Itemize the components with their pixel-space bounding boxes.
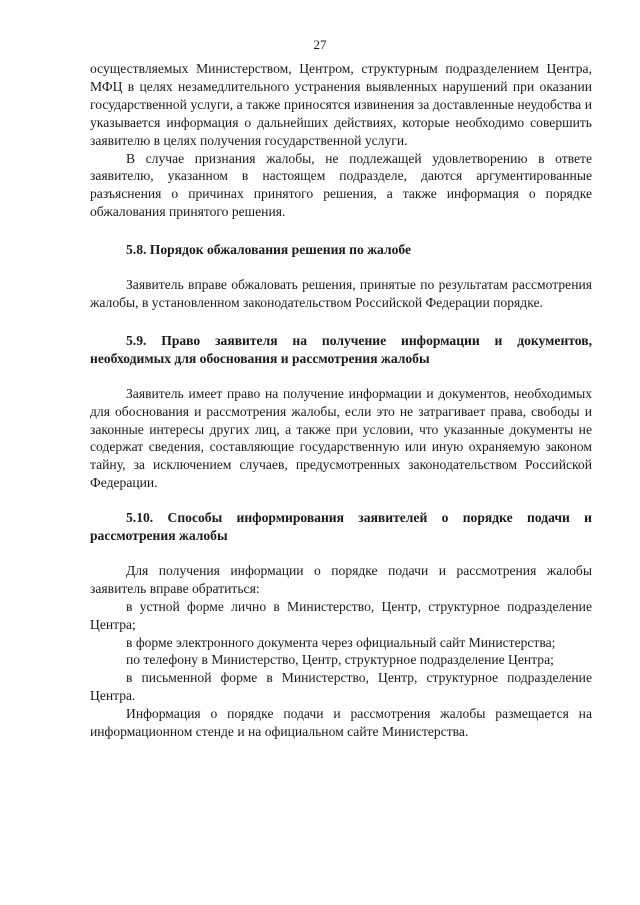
section-intro-5-10: Для получения информации о порядке подачи и рассмотрения жалобы заявитель вправе обратиться: (90, 562, 592, 596)
section-closing-5-10: Информация о порядке подачи и рассмотрения жалобы размещается на информационном стенде и на официальном сайте Министерства. (90, 706, 592, 740)
section-text-5-9: Заявитель имеет право на получение информации и документов, необходимых для обоснования и рассмотрения жалобы, если это не затрагивает права, свободы и законные интересы других лиц, а также при условии, что указанные документы не содержат сведения, составляющие государственную или иную охраняемую законом тайну, за исключением случаев, предусмотренных законодательством Российской Федерации. (90, 385, 592, 491)
section-heading-5-8: 5.8. Порядок обжалования решения по жалобе (126, 242, 412, 258)
list-item: в форме электронного документа через официальный сайт Министерства; (126, 634, 556, 650)
paragraph-continuation: осуществляемых Министерством, Центром, структурным подразделением Центра, МФЦ в целях незамедлительного устранения выявленных нарушений при оказании государственной услуги, а также приносятся извинения за доставленные неудобства и указывается информация о дальнейших действиях, которые необходимо совершить заявителю в целях получения государственной услуги. (90, 61, 592, 148)
list-item: в устной форме лично в Министерство, Центр, структурное подразделение Центра; (90, 598, 592, 632)
page-number: 27 (313, 37, 327, 52)
list-item: по телефону в Министерство, Центр, структурное подразделение Центра; (126, 652, 554, 668)
section-text-5-8: Заявитель вправе обжаловать решения, принятые по результатам рассмотрения жалобы, в установленном законодательством Российской Федерации порядке. (90, 277, 592, 310)
section-heading-5-10: 5.10. Способы информирования заявителей о порядке подачи и рассмотрения жалобы (90, 510, 592, 544)
paragraph-rejection: В случае признания жалобы, не подлежащей удовлетворению в ответе заявителю, указанном в настоящем подразделе, даются аргументированные разъяснения о причинах принятого решения, а также информация о порядке обжалования принятого решения. (90, 150, 592, 220)
section-heading-5-9: 5.9. Право заявителя на получение информации и документов, необходимых для обоснования и рассмотрения жалобы (90, 332, 592, 366)
document-body (90, 60, 592, 741)
list-item: в письменной форме в Министерство, Центр, структурное подразделение Центра. (90, 670, 592, 704)
